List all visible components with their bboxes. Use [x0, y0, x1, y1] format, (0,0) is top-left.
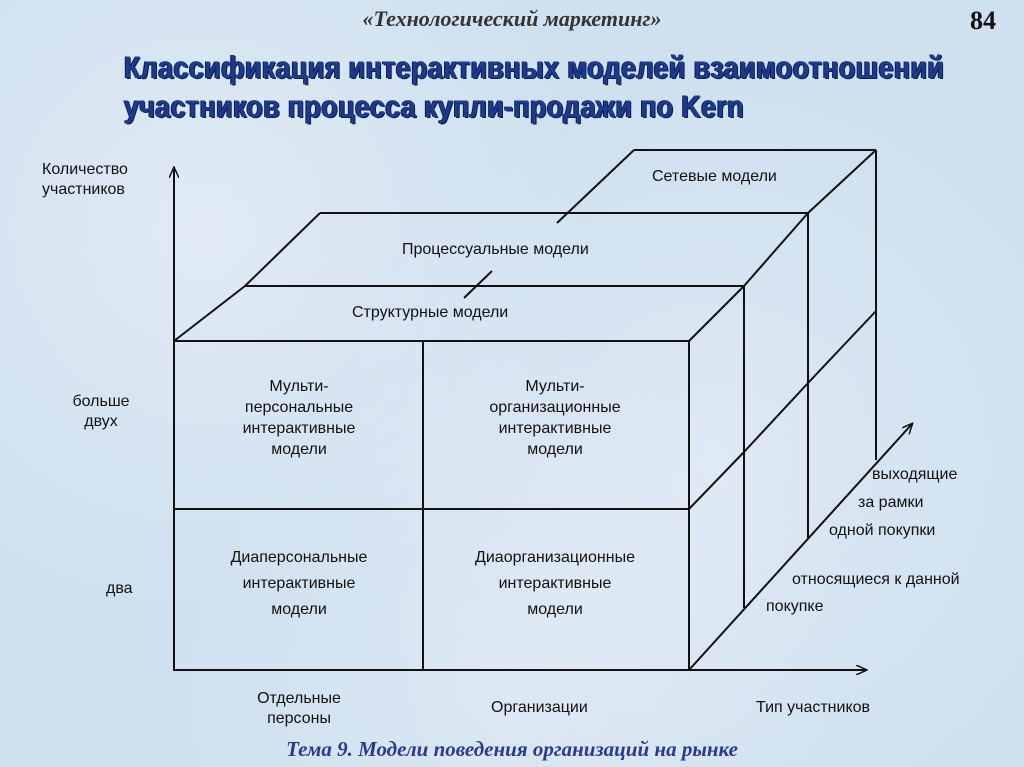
cell-multi-personal: Мульти- персональные интерактивные модели [242, 378, 356, 458]
z-level-beyond-line2: за рамки [858, 494, 924, 511]
slide-title-line-1: Классификация интерактивных моделей взаимоотношений [124, 50, 945, 85]
z-level-single-purchase-line1: относящиеся к данной [792, 571, 960, 588]
z-axis [689, 424, 912, 670]
slide-title-line-2: участников процесса купли-продажи по Kern [124, 89, 745, 124]
y-level-more-than-two: больше двух [72, 393, 130, 430]
x-level-persons: Отдельные персоны [257, 690, 341, 727]
z-level-single-purchase-line2: покупке [766, 598, 824, 615]
y-level-two: два [106, 580, 133, 597]
cell-dia-personal: Диаперсональные интерактивные модели [230, 549, 368, 618]
layer-process-label: Процессуальные модели [402, 241, 589, 258]
layer-network-label: Сетевые модели [652, 168, 777, 185]
x-level-organizations: Организации [491, 699, 588, 716]
footer-topic: Тема 9. Модели поведения организаций на рынке [286, 737, 738, 761]
header-title: «Технологический маркетинг» [362, 6, 662, 31]
layer-structural-label: Структурные модели [352, 304, 509, 321]
z-level-beyond-line3: одной покупки [829, 522, 936, 539]
x-axis-label: Тип участников [756, 699, 871, 716]
z-level-beyond-line1: выходящие [872, 466, 958, 483]
page-number: 84 [970, 6, 996, 35]
cell-dia-organizational: Диаорганизационные интерактивные модели [475, 549, 635, 618]
cell-multi-organizational: Мульти- организационные интерактивные модели [489, 378, 621, 458]
y-axis-label: Количество участников [42, 161, 128, 198]
